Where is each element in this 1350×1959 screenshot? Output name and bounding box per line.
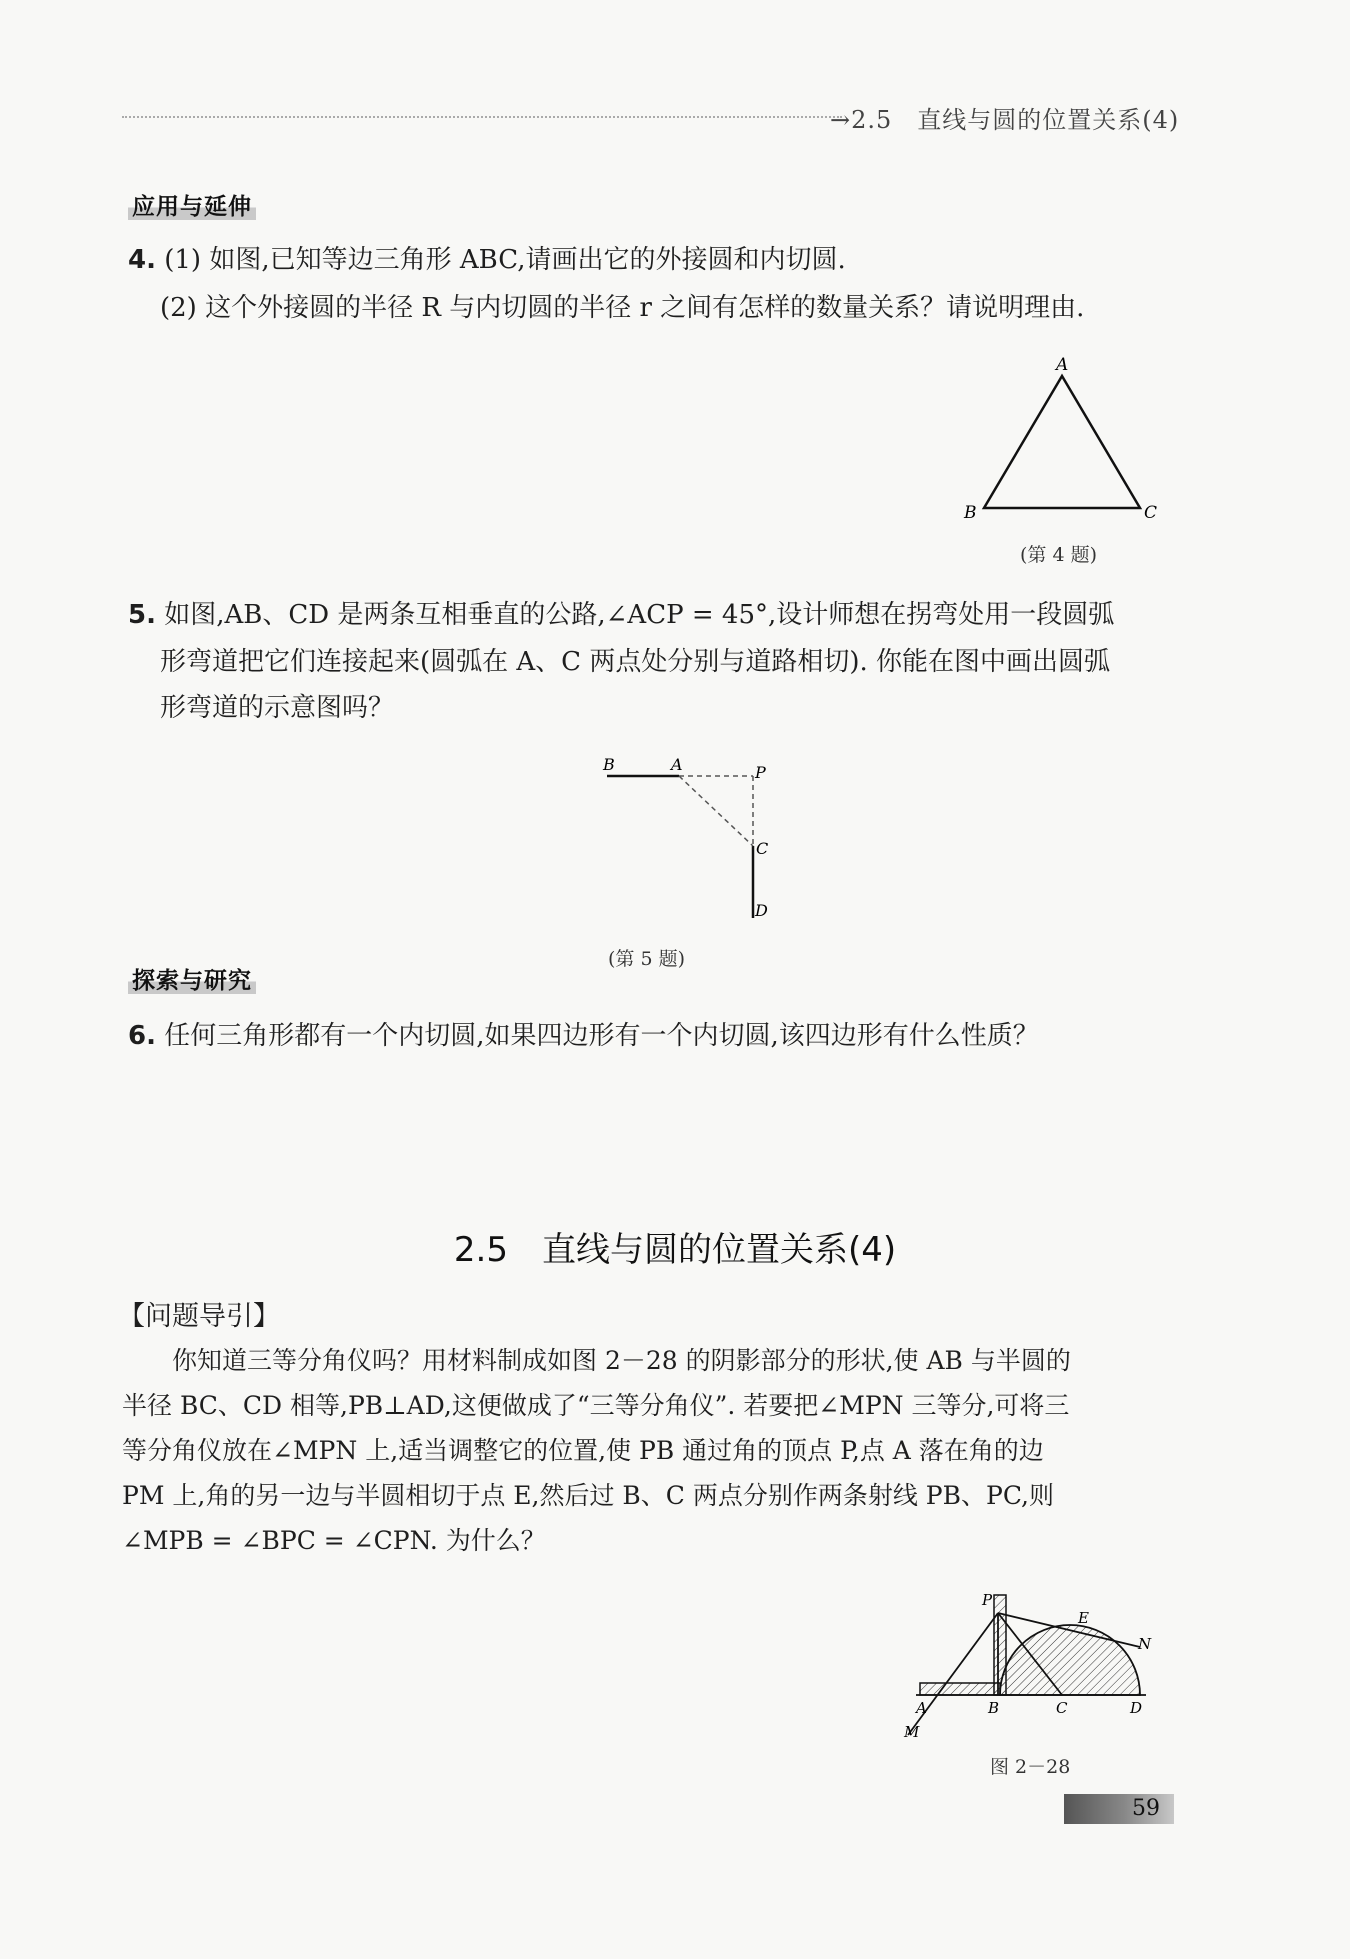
caption-q5: (第 5 题) [608, 948, 685, 970]
page-number: 59 [1132, 1796, 1160, 1821]
question-5-number: 5. [128, 600, 156, 630]
label-d: D [755, 901, 768, 920]
intro-line-4: PM 上,角的另一边与半圆相切于点 E,然后过 B、C 两点分别作两条射线 PB、PC,则 [122, 1481, 1054, 1510]
label-m: M [904, 1723, 920, 1741]
label-p: P [982, 1591, 993, 1609]
intro-line-3: 等分角仪放在∠MPN 上,适当调整它的位置,使 PB 通过角的顶点 P,点 A 落在角的边 [122, 1436, 1044, 1465]
question-6-number: 6. [128, 1021, 156, 1051]
header-rule [122, 116, 842, 118]
label-b: B [603, 755, 615, 774]
question-4-text-2: (2) 这个外接圆的半径 R 与内切圆的半径 r 之间有怎样的数量关系？请说明理由. [160, 293, 1085, 323]
caption-figure-2-28: 图 2－28 [990, 1756, 1071, 1778]
figure-q5-roads [595, 750, 785, 930]
section-tag-apply: 应用与延伸 [128, 186, 256, 223]
question-6-text-1: 任何三角形都有一个内切圆,如果四边形有一个内切圆,该四边形有什么性质？ [164, 1021, 1039, 1051]
intro-line-2: 半径 BC、CD 相等,PB⊥AD,这便做成了“三等分角仪”. 若要把∠MPN 三等分,可将三 [122, 1391, 1070, 1420]
question-5-text-3: 形弯道的示意图吗？ [160, 693, 395, 723]
label-d: D [1130, 1699, 1143, 1717]
section-tag-explore: 探索与研究 [128, 960, 256, 997]
label-n: N [1138, 1635, 1152, 1653]
label-c: C [756, 839, 769, 858]
intro-line-5: ∠MPB = ∠BPC = ∠CPN. 为什么？ [122, 1526, 546, 1555]
label-a: A [671, 755, 683, 774]
question-5-line-1 [128, 593, 1114, 637]
intro-heading: 【问题导引】 [118, 1301, 280, 1332]
dashed-ac [679, 776, 753, 846]
question-4-number: 4. [128, 245, 156, 275]
label-p: P [755, 763, 766, 782]
label-c: C [1056, 1699, 1068, 1717]
strip-ab [920, 1683, 1000, 1695]
intro-line-1: 你知道三等分角仪吗？用材料制成如图 2－28 的阴影部分的形状,使 AB 与半圆的 [122, 1346, 1071, 1375]
label-b: B [964, 503, 977, 523]
page-number-badge [1064, 1794, 1174, 1824]
figure-q4-triangle [960, 350, 1160, 530]
question-4-line-1 [128, 238, 846, 282]
label-a: A [916, 1699, 927, 1717]
question-4-text-1: (1) 如图,已知等边三角形 ABC,请画出它的外接圆和内切圆. [164, 245, 846, 275]
label-b: B [988, 1699, 1000, 1717]
semicircle [1000, 1625, 1140, 1695]
triangle-abc [984, 376, 1140, 508]
question-5-text-2: 形弯道把它们连接起来(圆弧在 A、C 两点处分别与道路相切). 你能在图中画出圆弧 [160, 647, 1111, 677]
label-e: E [1078, 1609, 1089, 1627]
figure-2-28-trisector [890, 1585, 1180, 1750]
running-header: →2.5 直线与圆的位置关系(4) [830, 106, 1180, 134]
lesson-title: 2.5 直线与圆的位置关系(4) [453, 1230, 897, 1270]
label-c: C [1144, 503, 1158, 523]
question-6-line-1 [128, 1014, 1039, 1058]
question-5-text-1: 如图,AB、CD 是两条互相垂直的公路,∠ACP = 45°,设计师想在拐弯处用一段圆弧 [164, 600, 1115, 630]
label-a: A [1056, 355, 1069, 375]
caption-q4: (第 4 题) [1020, 544, 1097, 566]
